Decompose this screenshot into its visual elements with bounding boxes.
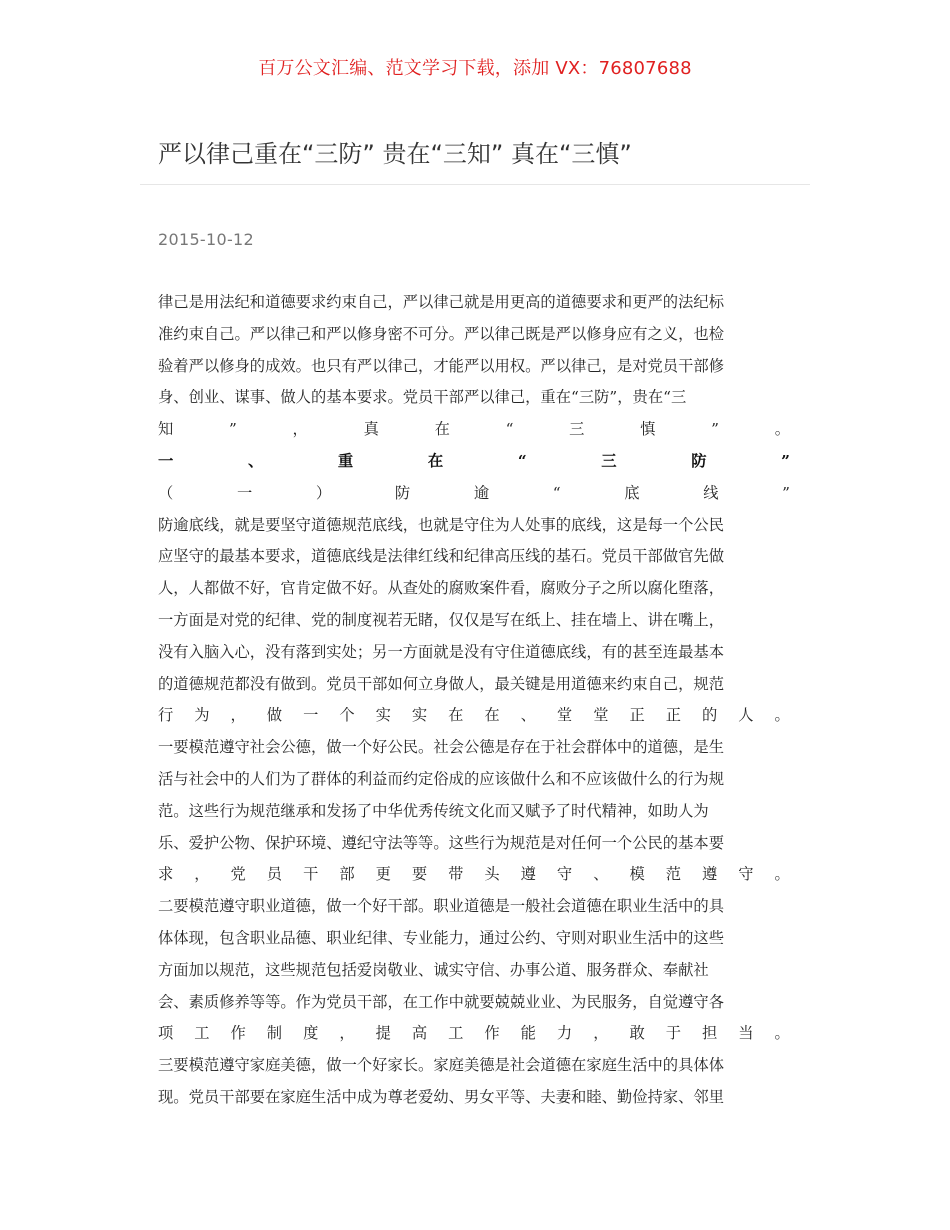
glyph: 正 <box>665 706 682 725</box>
glyph: ， <box>593 1024 609 1043</box>
body-line <box>158 1018 790 1050</box>
glyph: 、 <box>247 451 264 470</box>
glyph: ， <box>230 706 246 725</box>
glyph: 度 <box>303 1024 319 1043</box>
glyph: 求 <box>158 865 174 884</box>
glyph: 能 <box>520 1024 536 1043</box>
glyph: 一 <box>303 706 319 725</box>
glyph: 一 <box>236 483 253 502</box>
subsection-heading <box>158 478 790 510</box>
glyph: ， <box>292 420 308 439</box>
glyph: 。 <box>774 865 790 884</box>
glyph: 于 <box>665 1024 682 1043</box>
glyph: 三 <box>601 451 617 470</box>
glyph: 干 <box>303 865 319 884</box>
body-line <box>158 700 790 732</box>
glyph: 做 <box>266 706 283 725</box>
glyph: 遵 <box>520 865 536 884</box>
glyph: ” <box>781 451 790 470</box>
glyph: 实 <box>411 706 428 725</box>
glyph: ， <box>339 1024 355 1043</box>
promo-banner: 百万公文汇编、范文学习下载，添加 VX：76807688 <box>258 58 692 79</box>
body-line: 会、素质修养等等。作为党员干部，在工作中就要兢兢业业、为民服务，自觉遵守各 <box>158 992 724 1011</box>
glyph: 制 <box>266 1024 283 1043</box>
glyph: ” <box>229 420 237 439</box>
body-line: 活与社会中的人们为了群体的利益而约定俗成的应该做什么和不应该做什么的行为规 <box>158 769 724 788</box>
glyph: 模 <box>629 865 645 884</box>
glyph: 项 <box>158 1024 174 1043</box>
glyph: 头 <box>484 865 500 884</box>
glyph: 员 <box>266 865 283 884</box>
glyph: 担 <box>701 1024 718 1043</box>
glyph: 党 <box>230 865 246 884</box>
glyph: 的 <box>701 706 718 725</box>
glyph: 知 <box>158 420 174 439</box>
glyph: 在 <box>484 706 500 725</box>
glyph: “ <box>517 451 527 470</box>
glyph: 敢 <box>629 1024 645 1043</box>
glyph: 正 <box>629 706 645 725</box>
glyph: ” <box>711 420 719 439</box>
body-line: 防逾底线，就是要坚守道德规范底线，也就是守住为人处事的底线，这是每一个公民 <box>158 515 724 534</box>
glyph: 底 <box>624 483 640 502</box>
glyph: 部 <box>339 865 355 884</box>
glyph: 逾 <box>473 483 490 502</box>
glyph: 。 <box>774 420 790 439</box>
glyph: 线 <box>703 483 719 502</box>
body-line <box>158 414 790 446</box>
glyph: 、 <box>593 865 609 884</box>
glyph: 工 <box>448 1024 464 1043</box>
glyph: 重 <box>337 451 354 470</box>
glyph: 慎 <box>640 420 656 439</box>
glyph: 在 <box>434 420 450 439</box>
glyph: 遵 <box>701 865 718 884</box>
article-title: 严以律己重在“三防” 贵在“三知” 真在“三慎” <box>158 140 632 168</box>
body-line: 三要模范遵守家庭美德，做一个好家长。家庭美德是社会道德在家庭生活中的具体体 <box>158 1056 724 1075</box>
glyph: 实 <box>375 706 391 725</box>
glyph: 守 <box>556 865 573 884</box>
glyph: 防 <box>394 483 411 502</box>
body-line: 体体现，包含职业品德、职业纪律、专业能力，通过公约、守则对职业生活中的这些 <box>158 928 724 947</box>
glyph: 防 <box>691 451 707 470</box>
glyph: 守 <box>738 865 754 884</box>
glyph: 。 <box>774 706 790 725</box>
body-line: 一要模范遵守社会公德，做一个好公民。社会公德是存在于社会群体中的道德，是生 <box>158 738 724 757</box>
body-line: 二要模范遵守职业道德，做一个好干部。职业道德是一般社会道德在职业生活中的具 <box>158 897 724 916</box>
section-heading <box>158 446 790 478</box>
body-line: 现。党员干部要在家庭生活中成为尊老爱幼、男女平等、夫妻和睦、勤俭持家、邻里 <box>158 1087 724 1106</box>
glyph: “ <box>505 420 514 439</box>
glyph: 要 <box>411 865 428 884</box>
glyph: （ <box>158 483 174 502</box>
title-divider <box>140 184 810 185</box>
body-line: 准约束自己。严以律己和严以修身密不可分。严以律己既是严以修身应有之义，也检 <box>158 324 724 343</box>
body-line <box>158 859 790 891</box>
glyph: 三 <box>569 420 585 439</box>
glyph: 行 <box>158 706 174 725</box>
glyph: 在 <box>427 451 444 470</box>
body-line: 身、创业、谋事、做人的基本要求。党员干部严以律己，重在“三防”，贵在“三 <box>158 388 687 407</box>
glyph: ” <box>782 483 790 502</box>
glyph: 带 <box>448 865 464 884</box>
glyph: 作 <box>484 1024 500 1043</box>
glyph: 真 <box>363 420 379 439</box>
body-line: 没有入脑入心，没有落到实处；另一方面就是没有守住道德底线，有的甚至连最基本 <box>158 642 724 661</box>
article-body <box>158 287 790 1114</box>
body-line: 验着严以修身的成效。也只有严以律己，才能严以用权。严以律己，是对党员干部修 <box>158 356 724 375</box>
glyph: 当 <box>738 1024 754 1043</box>
glyph: 。 <box>774 1024 790 1043</box>
glyph: 一 <box>158 451 174 470</box>
glyph: 更 <box>375 865 391 884</box>
glyph: 工 <box>194 1024 210 1043</box>
body-line: 的道德规范都没有做到。党员干部如何立身做人，最关键是用道德来约束自己，规范 <box>158 674 724 693</box>
glyph: 个 <box>339 706 355 725</box>
glyph: “ <box>552 483 561 502</box>
glyph: 作 <box>230 1024 246 1043</box>
publish-date: 2015-10-12 <box>158 230 254 249</box>
glyph: 力 <box>556 1024 573 1043</box>
glyph: 人 <box>738 706 754 725</box>
body-line: 范。这些行为规范继承和发扬了中华优秀传统文化而又赋予了时代精神，如助人为 <box>158 801 709 820</box>
body-line: 一方面是对党的纪律、党的制度视若无睹，仅仅是写在纸上、挂在墙上、讲在嘴上， <box>158 610 724 629</box>
glyph: 高 <box>411 1024 428 1043</box>
glyph: 范 <box>665 865 682 884</box>
body-line: 方面加以规范，这些规范包括爱岗敬业、诚实守信、办事公道、服务群众、奉献社 <box>158 960 709 979</box>
body-line: 乐、爱护公物、保护环境、遵纪守法等等。这些行为规范是对任何一个公民的基本要 <box>158 833 724 852</box>
glyph: 提 <box>375 1024 391 1043</box>
body-line: 应坚守的最基本要求，道德底线是法律红线和纪律高压线的基石。党员干部做官先做 <box>158 547 724 566</box>
glyph: 在 <box>448 706 464 725</box>
body-line: 律己是用法纪和道德要求约束自己，严以律己就是用更高的道德要求和更严的法纪标 <box>158 293 724 311</box>
glyph: ， <box>194 865 210 884</box>
glyph: 、 <box>520 706 536 725</box>
glyph: 堂 <box>556 706 573 725</box>
glyph: ） <box>315 483 332 502</box>
glyph: 堂 <box>593 706 609 725</box>
glyph: 为 <box>194 706 210 725</box>
body-line: 人，人都做不好，官肯定做不好。从查处的腐败案件看，腐败分子之所以腐化堕落， <box>158 579 724 598</box>
